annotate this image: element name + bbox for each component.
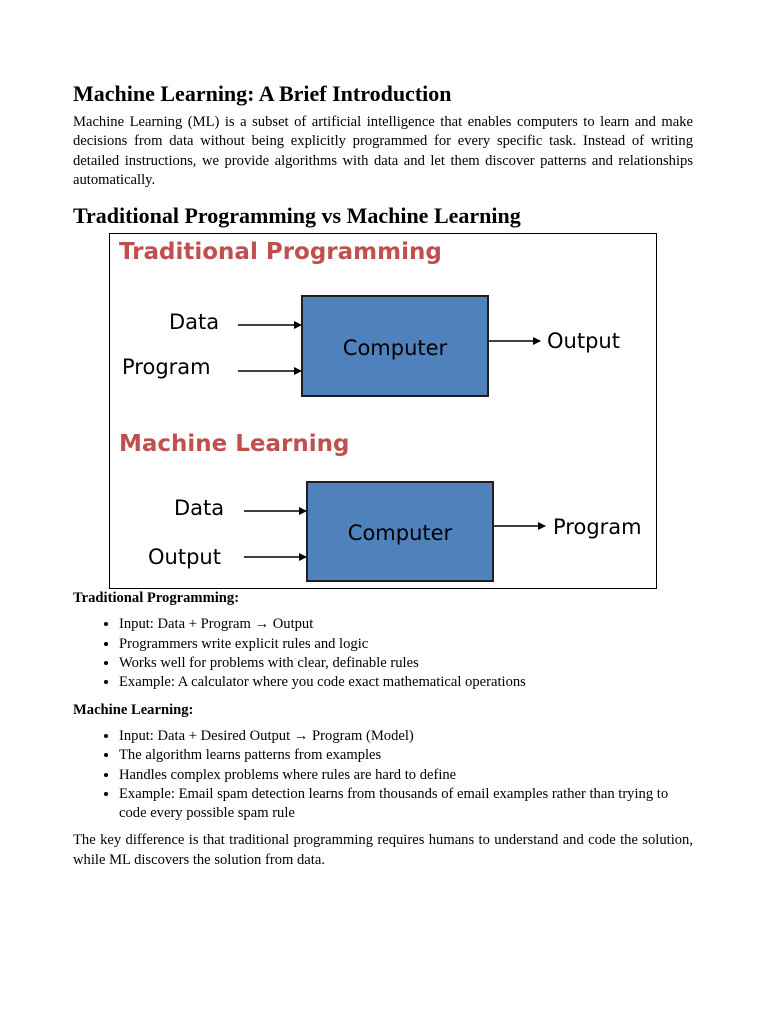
list-item: • Input: Data + Desired Output → Program (Model)	[119, 727, 693, 746]
ml-label: Machine Learning:	[73, 701, 194, 718]
list-item: • Handles complex problems where rules are hard to define	[119, 766, 693, 785]
list-item: • The algorithm learns patterns from examples	[119, 746, 693, 765]
diagram-title-ml: Machine Learning	[119, 431, 350, 458]
diagram-output-top: Output	[547, 329, 620, 354]
diagram-input-data-bottom: Data	[174, 496, 225, 521]
traditional-list	[73, 615, 693, 692]
page-title: Machine Learning: A Brief Introduction	[73, 81, 452, 106]
section-heading: Traditional Programming vs Machine Learning	[73, 203, 521, 229]
list-item: • Programmers write explicit rules and logic	[119, 635, 693, 654]
ml-list	[73, 727, 693, 823]
list-item: • Works well for problems with clear, definable rules	[119, 654, 693, 673]
computer-label-top: Computer	[342, 336, 448, 361]
diagram-title-traditional: Traditional Programming	[119, 239, 442, 266]
traditional-label: Traditional Programming:	[73, 590, 240, 607]
list-item: • Example: Email spam detection learns from thousands of email examples rather than trying to code every possible spam rule	[119, 785, 693, 824]
diagram-input-program-top: Program	[122, 355, 211, 380]
diagram-input-output-bottom: Output	[148, 545, 221, 570]
list-item: • Input: Data + Program → Output	[119, 615, 693, 634]
document-page	[73, 80, 693, 870]
summary-paragraph: The key difference is that traditional programming requires humans to understand and code the solution, while ML discovers the solution from data.	[73, 832, 693, 868]
diagram-output-bottom: Program	[553, 515, 642, 540]
intro-paragraph: Machine Learning (ML) is a subset of artificial intelligence that enables computers to learn and make decisions from data without being explicitly programmed for every specific task. Instead of writing detailed instructions, we provide algorithms with data and let them discover patterns and relationships automatically.	[73, 114, 693, 188]
comparison-diagram	[109, 233, 657, 589]
computer-label-bottom: Computer	[347, 521, 453, 546]
list-item: • Example: A calculator where you code exact mathematical operations	[119, 673, 693, 692]
diagram-input-data-top: Data	[169, 310, 220, 335]
